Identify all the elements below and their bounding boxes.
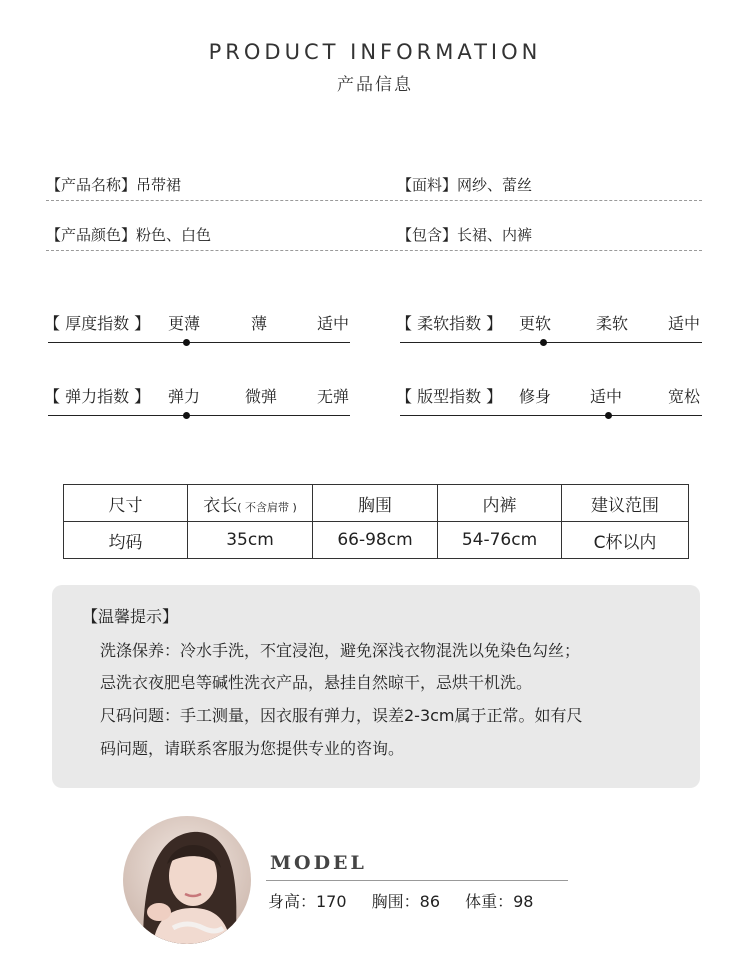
elasticity-option: 微弹 [245, 387, 278, 406]
model-bust: 胸围：86 [371, 892, 441, 911]
elasticity-scale-line [48, 415, 350, 416]
table-header-cell: 内裤 [438, 485, 562, 522]
table-cell: C杯以内 [562, 522, 689, 559]
model-weight: 体重：98 [465, 892, 534, 911]
tips-line: 洗涤保养：冷水手洗，不宜浸泡，避免深浅衣物混洗以免染色勾丝； [100, 641, 581, 660]
product-fabric: 【面料】网纱、蕾丝 [397, 176, 533, 194]
softness-scale-line [400, 342, 702, 343]
page-title-cn: 产品信息 [337, 75, 413, 95]
fit-index-label: 【 版型指数 】 [396, 387, 503, 406]
size-table [63, 484, 689, 559]
tips-title: 【温馨提示】 [82, 607, 179, 626]
model-avatar [123, 816, 251, 944]
model-divider [266, 880, 568, 881]
fit-option: 宽松 [668, 387, 701, 406]
table-header-cell: 胸围 [313, 485, 438, 522]
fit-option: 修身 [519, 387, 552, 406]
elasticity-indicator-dot [183, 412, 190, 419]
softness-index-label: 【 柔软指数 】 [396, 314, 503, 333]
product-name: 【产品名称】吊带裙 [46, 176, 182, 194]
thickness-indicator-dot [183, 339, 190, 346]
thickness-option: 适中 [317, 314, 350, 333]
page-title-en: PRODUCT INFORMATION [208, 40, 542, 64]
thickness-index-label: 【 厚度指数 】 [44, 314, 151, 333]
fit-scale-line [400, 415, 702, 416]
thickness-option: 更薄 [168, 314, 201, 333]
info-divider [46, 200, 702, 201]
table-header-row [64, 485, 689, 522]
elasticity-option: 无弹 [317, 387, 350, 406]
table-cell: 35cm [188, 522, 313, 559]
product-color: 【产品颜色】粉色、白色 [46, 226, 212, 244]
table-header-cell: 尺寸 [64, 485, 188, 522]
thickness-option: 薄 [251, 314, 268, 333]
softness-indicator-dot [540, 339, 547, 346]
tips-line: 忌洗衣夜肥皂等碱性洗衣产品，悬挂自然晾干，忌烘干机洗。 [100, 673, 533, 692]
table-cell: 66-98cm [313, 522, 438, 559]
product-includes: 【包含】长裙、内裤 [397, 226, 533, 244]
thickness-scale-line [48, 342, 350, 343]
table-header-note: ( 不含肩带 ) [237, 500, 297, 514]
fit-indicator-dot [605, 412, 612, 419]
tips-line: 尺码问题：手工测量，因衣服有弹力，误差2-3cm属于正常。如有尺 [100, 706, 583, 725]
softness-option: 更软 [519, 314, 552, 333]
tips-line: 码问题，请联系客服为您提供专业的咨询。 [100, 739, 405, 758]
table-header-text: 衣长 [203, 495, 238, 516]
info-divider [46, 250, 702, 251]
model-title: MODEL [270, 852, 367, 874]
table-header-cell [188, 485, 313, 522]
model-height: 身高：170 [268, 892, 347, 911]
model-stats [268, 889, 553, 912]
model-photo [123, 816, 251, 944]
fit-option: 适中 [590, 387, 623, 406]
table-cell: 均码 [64, 522, 188, 559]
softness-option: 柔软 [596, 314, 629, 333]
elasticity-index-label: 【 弹力指数 】 [44, 387, 151, 406]
table-header-cell: 建议范围 [562, 485, 689, 522]
softness-option: 适中 [668, 314, 701, 333]
table-row [64, 522, 689, 559]
table-cell: 54-76cm [438, 522, 562, 559]
elasticity-option: 弹力 [168, 387, 201, 406]
